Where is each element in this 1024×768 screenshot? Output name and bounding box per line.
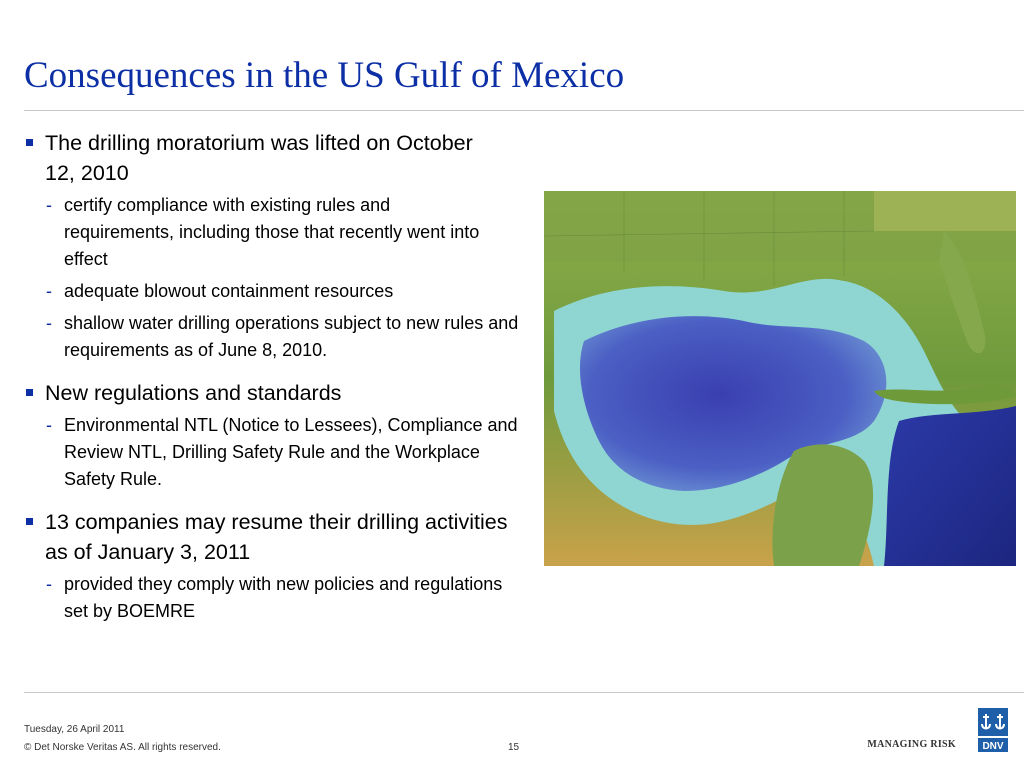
square-bullet-icon <box>26 139 33 146</box>
dash-icon: - <box>46 415 52 435</box>
sub-bullet-list <box>46 192 546 364</box>
bullet-text: New regulations and standards <box>45 381 342 405</box>
sub-bullet-text: adequate blowout containment resources <box>64 281 394 301</box>
sub-bullet-item <box>46 571 546 625</box>
bullet-item <box>26 128 546 188</box>
gulf-map-icon <box>544 191 1016 566</box>
bullet-item <box>26 507 546 567</box>
bullet-group <box>26 128 546 364</box>
footer-date: Tuesday, 26 April 2011 <box>24 724 125 735</box>
sub-bullet-item <box>46 192 546 273</box>
bullet-text: The drilling moratorium was lifted on October 12, 2010 <box>45 131 473 185</box>
sub-bullet-item <box>46 278 546 305</box>
bullet-item <box>26 378 546 408</box>
square-bullet-icon <box>26 518 33 525</box>
sub-bullet-text: provided they comply with new policies and regulations set by BOEMRE <box>64 574 503 621</box>
sub-bullet-list <box>46 571 546 625</box>
title-divider <box>24 110 1024 111</box>
sub-bullet-text: shallow water drilling operations subject to new rules and requirements as of June 8, 2010. <box>64 313 519 360</box>
dnv-logo-icon <box>978 708 1008 752</box>
sub-bullet-item <box>46 310 546 364</box>
brand-tagline: MANAGING RISK <box>867 739 956 750</box>
sub-bullet-text: Environmental NTL (Notice to Lessees), Compliance and Review NTL, Drilling Safety Rule and the Workplace Safety Rule. <box>64 415 518 489</box>
bullet-group <box>26 378 546 493</box>
bullet-text: 13 companies may resume their drilling activities as of January 3, 2011 <box>45 510 508 564</box>
sub-bullet-text: certify compliance with existing rules and requirements, including those that recently went into effect <box>64 195 480 269</box>
square-bullet-icon <box>26 389 33 396</box>
gulf-map-image <box>544 191 1016 566</box>
slide-title: Consequences in the US Gulf of Mexico <box>24 55 625 96</box>
dash-icon: - <box>46 195 52 215</box>
dash-icon: - <box>46 313 52 333</box>
dash-icon: - <box>46 574 52 594</box>
logo-text: DNV <box>982 741 1004 752</box>
bullet-group <box>26 507 546 625</box>
dash-icon: - <box>46 281 52 301</box>
slide-content <box>26 128 546 630</box>
sub-bullet-item <box>46 412 546 493</box>
footer-copyright: © Det Norske Veritas AS. All rights reserved. <box>24 742 221 753</box>
footer-divider <box>24 692 1024 693</box>
sub-bullet-list <box>46 412 546 493</box>
page-number: 15 <box>508 742 520 753</box>
